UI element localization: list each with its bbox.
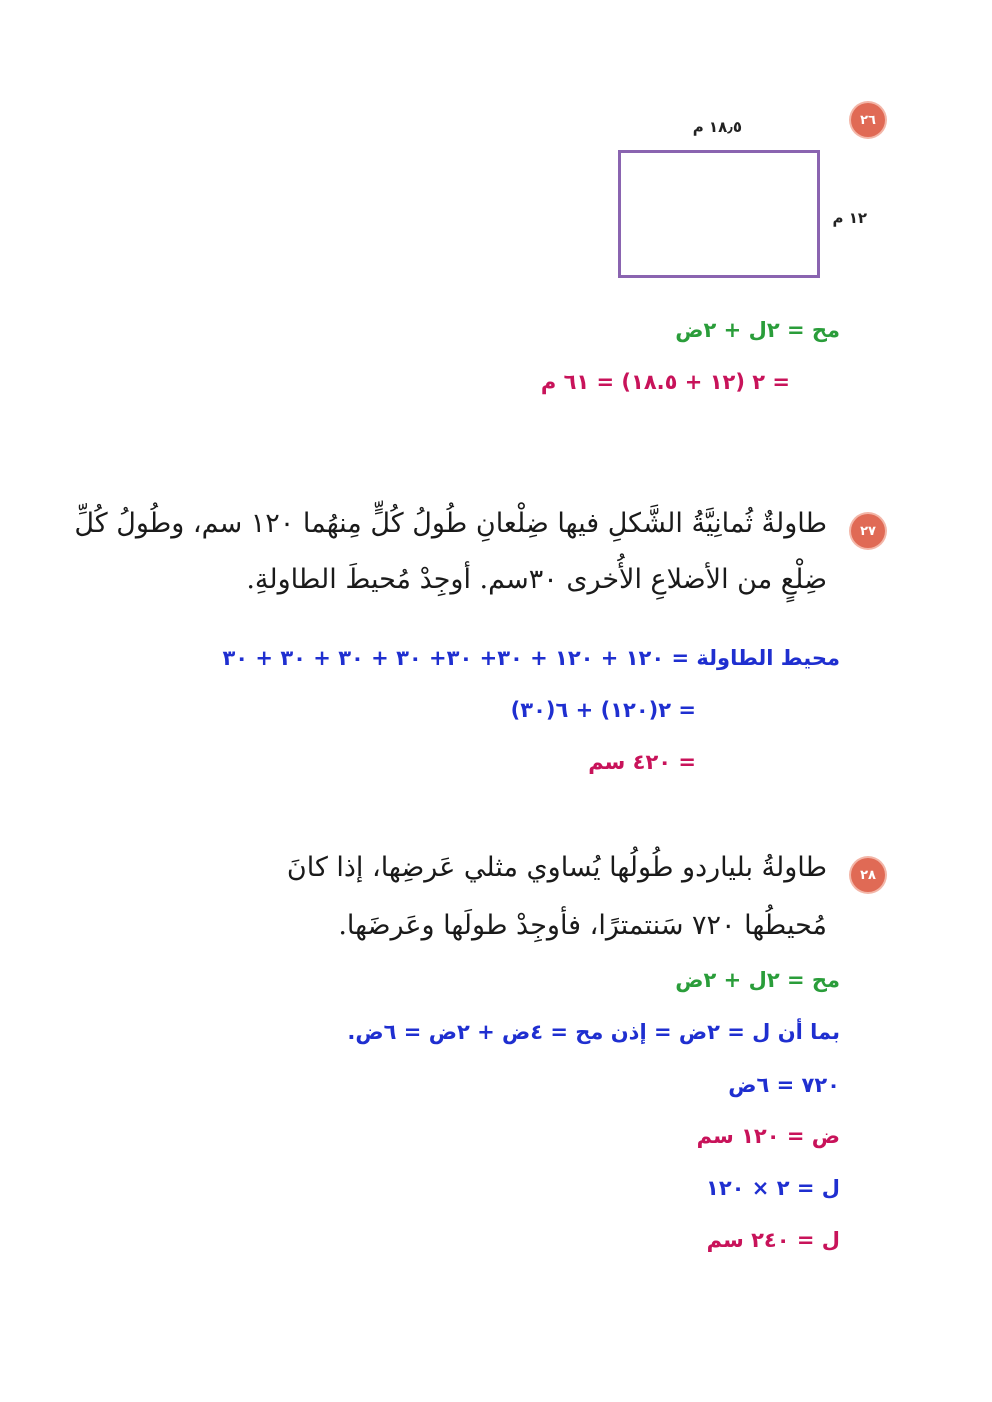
- problem-text-line: طاولةٌ ثُمانِيَّةُ الشَّكلِ فيها ضِلْعانِ طُولُ كُلٍّ مِنهُما ١٢٠ سم، وطُولُ كُلِّ: [74, 508, 827, 539]
- width-result-line: ض = ١٢٠ سم: [696, 1124, 840, 1148]
- problem-number-badge: ٢٦: [851, 103, 885, 137]
- problem-number-badge: ٢٨: [851, 858, 885, 892]
- equation-line: ٧٢٠ = ٦ض: [728, 1073, 840, 1097]
- problem-number-badge: ٢٧: [851, 514, 885, 548]
- rectangle-length-label: ١٨٫٥ م: [692, 118, 742, 136]
- rectangle-diagram: [618, 150, 820, 278]
- problem-text-line: مُحيطُها ٧٢٠ سَنتمترًا، فأوجِدْ طولَها وعَرضَها.: [338, 910, 827, 941]
- calc-text: = ٢ (١٢ + ١٨.٥) = ٦١ م: [540, 370, 790, 394]
- problem-text-line: ضِلْعٍ من الأضلاعِ الأُخرى ٣٠سم. أوجِدْ مُحيطَ الطاولةِ.: [246, 564, 827, 595]
- perimeter-result-line: = ٤٢٠ سم: [588, 750, 696, 774]
- problem-text-line: طاولةُ بلياردو طُولُها يُساوي مثلي عَرضِها، إذا كانَ: [286, 852, 827, 883]
- substitution-line: بما أن ل = ٢ض = إذن مح = ٤ض + ٢ض = ٦ض.: [347, 1020, 840, 1044]
- perimeter-simplified-line: = ٢(١٢٠) + ٦(٣٠): [510, 698, 696, 722]
- length-result-line: ل = ٢٤٠ سم: [706, 1228, 840, 1252]
- length-equation-line: ل = ٢ × ١٢٠: [706, 1176, 840, 1200]
- perimeter-sum-line: محيط الطاولة = ١٢٠ + ١٢٠ + ٣٠+ ٣٠+ ٣٠ + ٣٠ + ٣٠ + ٣٠: [222, 646, 840, 670]
- perimeter-formula: مح = ٢ل + ٢ض: [675, 318, 840, 342]
- rectangle-width-label: ١٢ م: [832, 209, 867, 227]
- perimeter-calculation: [541, 370, 790, 394]
- perimeter-formula: مح = ٢ل + ٢ض: [675, 968, 840, 992]
